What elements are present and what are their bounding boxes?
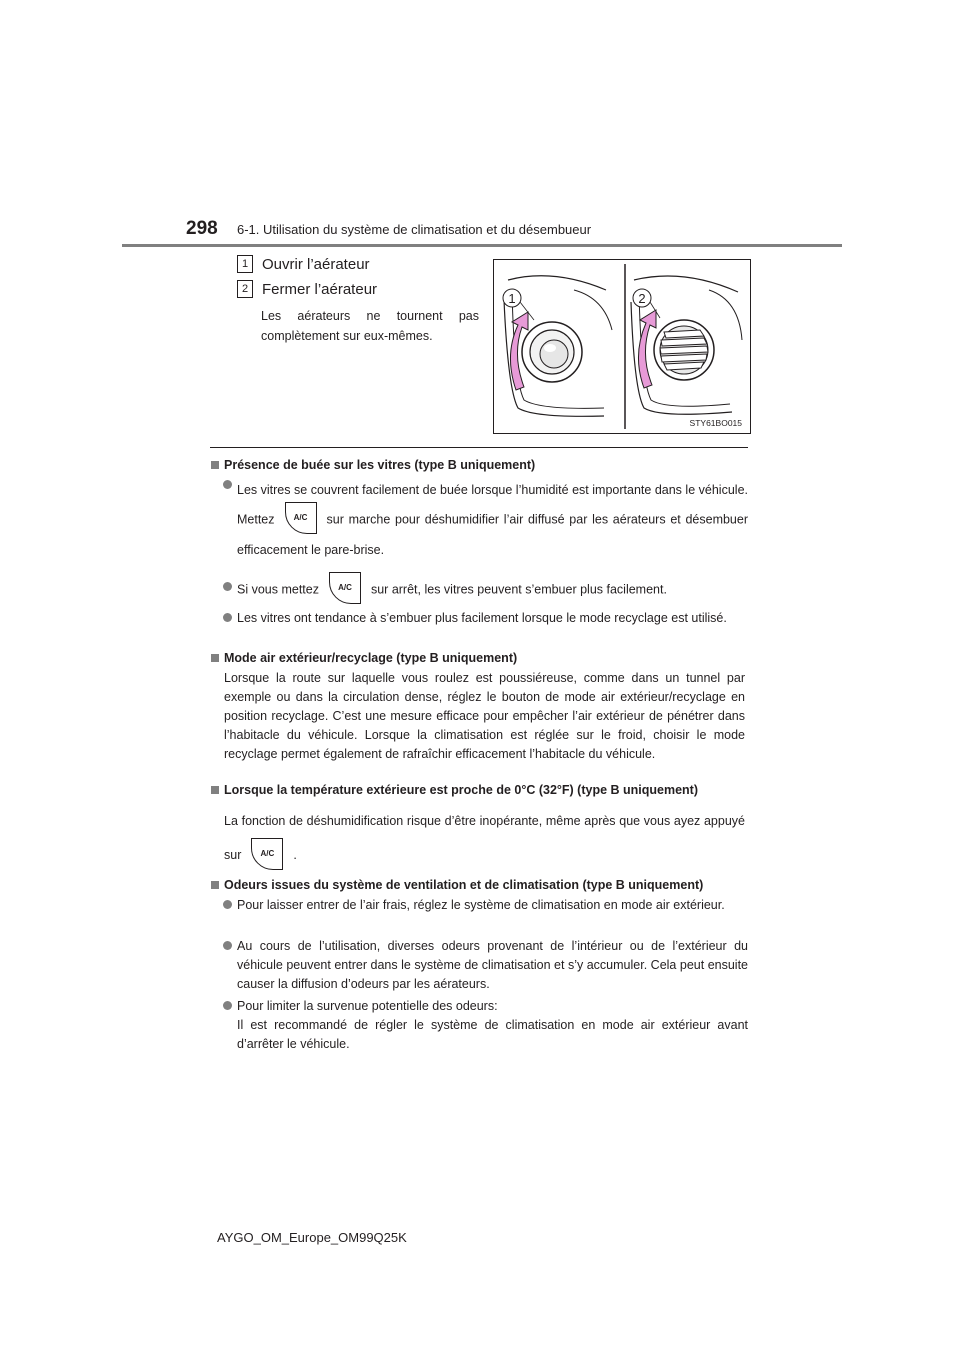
- section-title: 6-1. Utilisation du système de climatisation et du désembueur: [237, 222, 592, 237]
- figure-code: STY61BO015: [689, 418, 742, 428]
- square-bullet-icon: [211, 461, 219, 469]
- square-bullet-icon: [211, 881, 219, 889]
- heading-odeurs: [211, 878, 703, 892]
- footer-doc-id: AYGO_OM_Europe_OM99Q25K: [217, 1230, 407, 1245]
- step-number-2: 2: [237, 280, 253, 298]
- round-bullet-icon: [223, 613, 232, 622]
- heading-buee: [211, 458, 535, 472]
- section-divider: [210, 447, 748, 448]
- callout-2: 2: [638, 291, 646, 306]
- heading-temp: [211, 783, 698, 797]
- heading-buee-text: Présence de buée sur les vitres (type B uniquement): [224, 458, 536, 472]
- step-number-1: 1: [237, 255, 253, 273]
- steps-note: Les aérateurs ne tournent pas complètement sur eux-mêmes.: [261, 309, 479, 343]
- list-item-buee-2: Si vous mettez A/C sur arrêt, les vitres peuvent s’embuer plus facilement.: [224, 574, 748, 606]
- step-label-open: Ouvrir l’aérateur: [262, 255, 370, 273]
- round-bullet-icon: [223, 1001, 232, 1010]
- header-rule: [122, 244, 842, 247]
- ac-button-icon: A/C: [285, 502, 317, 534]
- callout-1: 1: [508, 291, 516, 306]
- list-item-odeurs-2: Au cours de l’utilisation, diverses odeurs provenant de l’intérieur ou de l’extérieur du véhicule peuvent entrer dans le système de climatisation et s’y accumuler. Cela peut ensuite causer la diffusion d’odeurs par les aérateurs.: [224, 937, 748, 994]
- round-bullet-icon: [223, 941, 232, 950]
- heading-odeurs-text: Odeurs issues du système de ventilation et de climatisation (type B uniquement): [224, 878, 704, 892]
- paragraph-temp: La fonction de déshumidification risque d’être inopérante, même après que vous ayez appuyé sur A/C .: [224, 804, 745, 872]
- list-item-buee-1: Les vitres se couvrent facilement de buée lorsque l’humidité est importante dans le véhicule. Mettez A/C sur marche pour déshumidifier l’air diffusé par les aérateurs et désembuer efficacement le pare-brise.: [224, 476, 748, 564]
- step-close: [237, 280, 377, 298]
- step-open: [237, 255, 370, 273]
- heading-mode-text: Mode air extérieur/recyclage (type B uniquement): [224, 651, 518, 665]
- list-item-buee-3: Les vitres ont tendance à s’embuer plus facilement lorsque le mode recyclage est utilisé.: [224, 609, 748, 628]
- square-bullet-icon: [211, 654, 219, 662]
- list-item-odeurs-1: Pour laisser entrer de l’air frais, réglez le système de climatisation en mode air extérieur.: [224, 896, 748, 915]
- vent-drawing: [494, 260, 750, 433]
- ac-button-icon: A/C: [251, 838, 283, 870]
- round-bullet-icon: [223, 480, 232, 489]
- paragraph-mode: Lorsque la route sur laquelle vous roulez est poussiéreuse, comme dans un tunnel par exemple ou dans la circulation dense, réglez le bouton de mode air extérieur/recyclage en position recyclage. C’est une mesure efficace pour empêcher l’air extérieur de pénétrer dans l’habitacle du véhicule. Lorsque la climatisation est réglée sur le froid, choisir le mode recyclage permet également de rafraîchir efficacement l’habitacle du véhicule.: [224, 671, 745, 761]
- ac-button-icon: A/C: [329, 572, 361, 604]
- step-label-close: Fermer l’aérateur: [262, 280, 378, 298]
- page-number: 298: [186, 218, 218, 239]
- heading-temp-text: Lorsque la température extérieure est proche de 0°C (32°F) (type B uniquement): [224, 783, 698, 797]
- round-bullet-icon: [223, 582, 232, 591]
- square-bullet-icon: [211, 786, 219, 794]
- vent-illustration: [493, 259, 751, 434]
- heading-mode: [211, 651, 517, 665]
- round-bullet-icon: [223, 900, 232, 909]
- list-item-odeurs-3: Pour limiter la survenue potentielle des odeurs: Il est recommandé de régler le système de climatisation en mode air extérieur avant d’arrêter le véhicule.: [224, 997, 748, 1054]
